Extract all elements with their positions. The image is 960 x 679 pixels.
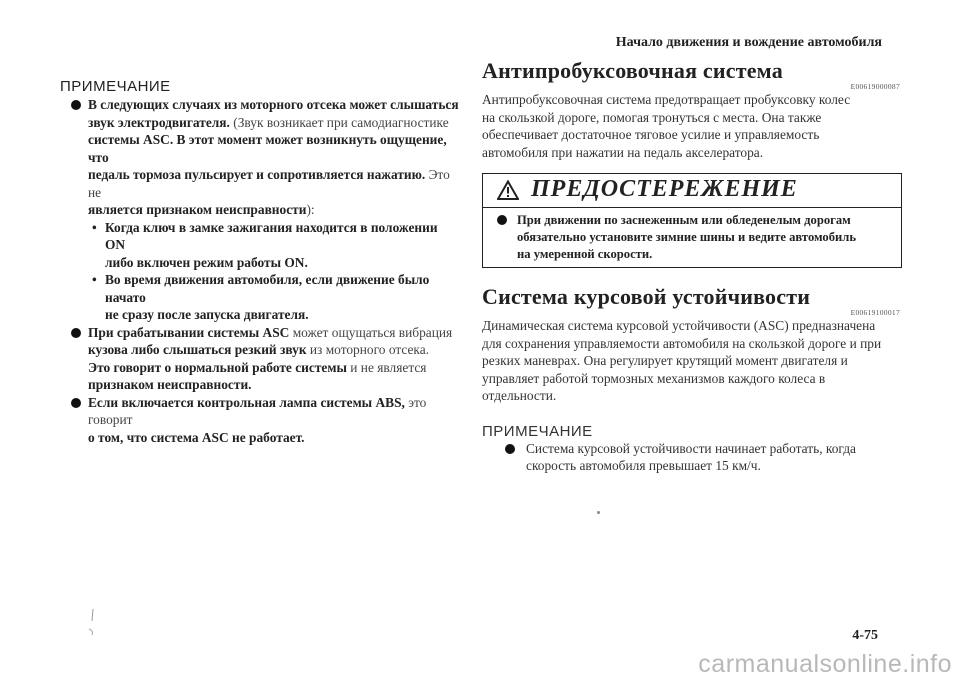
text-line: управляет работой тормозных механизмов каждого колеса в — [482, 370, 826, 386]
page-header-title: Начало движения и вождение автомобиля — [615, 35, 882, 50]
bullet-dot-icon — [497, 215, 507, 225]
section-code: E00619100017 — [850, 308, 900, 317]
speck-mark — [597, 511, 600, 514]
section-code: E00619000087 — [850, 82, 900, 91]
text-line: Во время движения автомобиля, если движение было начато — [105, 272, 430, 305]
text-line: автомобиля при нажатии на педаль акселератора. — [482, 144, 764, 160]
text-line: Если включается контрольная лампа системы ABS, — [88, 394, 405, 410]
text-line: признаком неисправности. — [88, 377, 252, 392]
note-bullet-speed — [482, 440, 900, 475]
warning-box — [482, 173, 902, 268]
text-line: отдельности. — [482, 388, 557, 403]
right-column — [482, 58, 900, 475]
section-title-traction-control: Антипробуксовочная система — [482, 58, 783, 83]
section-paragraph — [482, 317, 900, 405]
text-line: может ощущаться вибрация — [289, 324, 453, 340]
warning-triangle-icon — [497, 180, 519, 200]
warning-title: ПРЕДОСТЕРЕЖЕНИЕ — [531, 176, 798, 202]
note-bullet-abs-lamp — [60, 394, 460, 447]
text-line: для сохранения управляемости автомобиля на скользкой дороге и при — [482, 335, 882, 351]
page-number: 4-75 — [852, 628, 878, 643]
text-line: и не является — [346, 359, 427, 375]
text-line: системы ASC. В этот момент может возникнуть ощущение, что — [88, 132, 447, 165]
text-line: на скользкой дороге, помогая тронуться с места. Она также — [482, 109, 822, 125]
bullet-dot-icon — [505, 444, 515, 454]
section-stability-control — [482, 284, 900, 405]
text-line: педаль тормоза пульсирует и сопротивляется нажатию. — [88, 167, 426, 182]
text-line: Это не — [88, 167, 450, 200]
sub-bullet-icon: • — [92, 219, 97, 235]
bullet-dot-icon — [71, 398, 81, 408]
text-line: не сразу после запуска двигателя. — [105, 307, 309, 322]
text-line: скорость автомобиля превышает 15 км/ч. — [526, 458, 761, 473]
bullet-dot-icon — [71, 100, 81, 110]
text-line: либо включен режим работы ON. — [105, 254, 308, 270]
text-line: из моторного отсека. — [306, 342, 429, 357]
pencil-mark-icon — [86, 607, 100, 637]
note-bullet-motor-sound — [60, 96, 460, 324]
warning-header — [483, 174, 901, 208]
text-line: обеспечивает достаточное тяговое усилие и управляемость — [482, 127, 820, 142]
text-line: на умеренной скорости. — [517, 247, 653, 261]
text-line: резких маневрах. Она регулирует крутящий момент двигателя и — [482, 353, 848, 368]
watermark-text: carmanualsonline.info — [698, 650, 952, 678]
text-line: о том, что система ASC не работает. — [88, 429, 305, 445]
text-line: (Звук возникает при самодиагностике — [229, 114, 449, 130]
sub-item-driving — [92, 271, 460, 324]
text-line: это говорит — [88, 394, 427, 427]
text-line: кузова либо слышаться резкий звук — [88, 342, 307, 357]
text-line: Антипробуксовочная система предотвращает пробуксовку колес — [482, 92, 851, 107]
text-line: В следующих случаях из моторного отсека может слышаться — [88, 97, 459, 112]
section-paragraph — [482, 91, 900, 161]
text-line: Это говорит о нормальной работе системы — [88, 359, 347, 375]
section-title-stability-control: Система курсовой устойчивости — [482, 284, 811, 309]
text-line: Когда ключ в замке зажигания находится в положении ON — [105, 219, 438, 252]
text-line: При движении по заснеженным или обледенелым дорогам — [517, 213, 851, 227]
text-line: ): — [306, 202, 315, 217]
text-line: обязательно установите зимние шины и ведите автомобиль — [517, 230, 856, 244]
note-heading: ПРИМЕЧАНИЕ — [482, 422, 593, 440]
text-line: является признаком неисправности — [88, 202, 307, 217]
text-line: При срабатывании системы ASC — [88, 324, 290, 340]
text-line: Система курсовой устойчивости начинает работать, когда — [526, 440, 857, 456]
note-heading: ПРИМЕЧАНИЕ — [60, 78, 171, 95]
sub-item-ignition — [92, 219, 460, 272]
warning-body — [483, 208, 901, 267]
text-line: Динамическая система курсовой устойчивости (ASC) предназначена — [482, 318, 876, 333]
note-bullet-asc-vibration — [60, 324, 460, 394]
sub-bullet-icon: • — [92, 272, 97, 287]
left-column — [60, 78, 460, 446]
text-line: звук электродвигателя. — [88, 114, 230, 130]
bullet-dot-icon — [71, 328, 81, 338]
